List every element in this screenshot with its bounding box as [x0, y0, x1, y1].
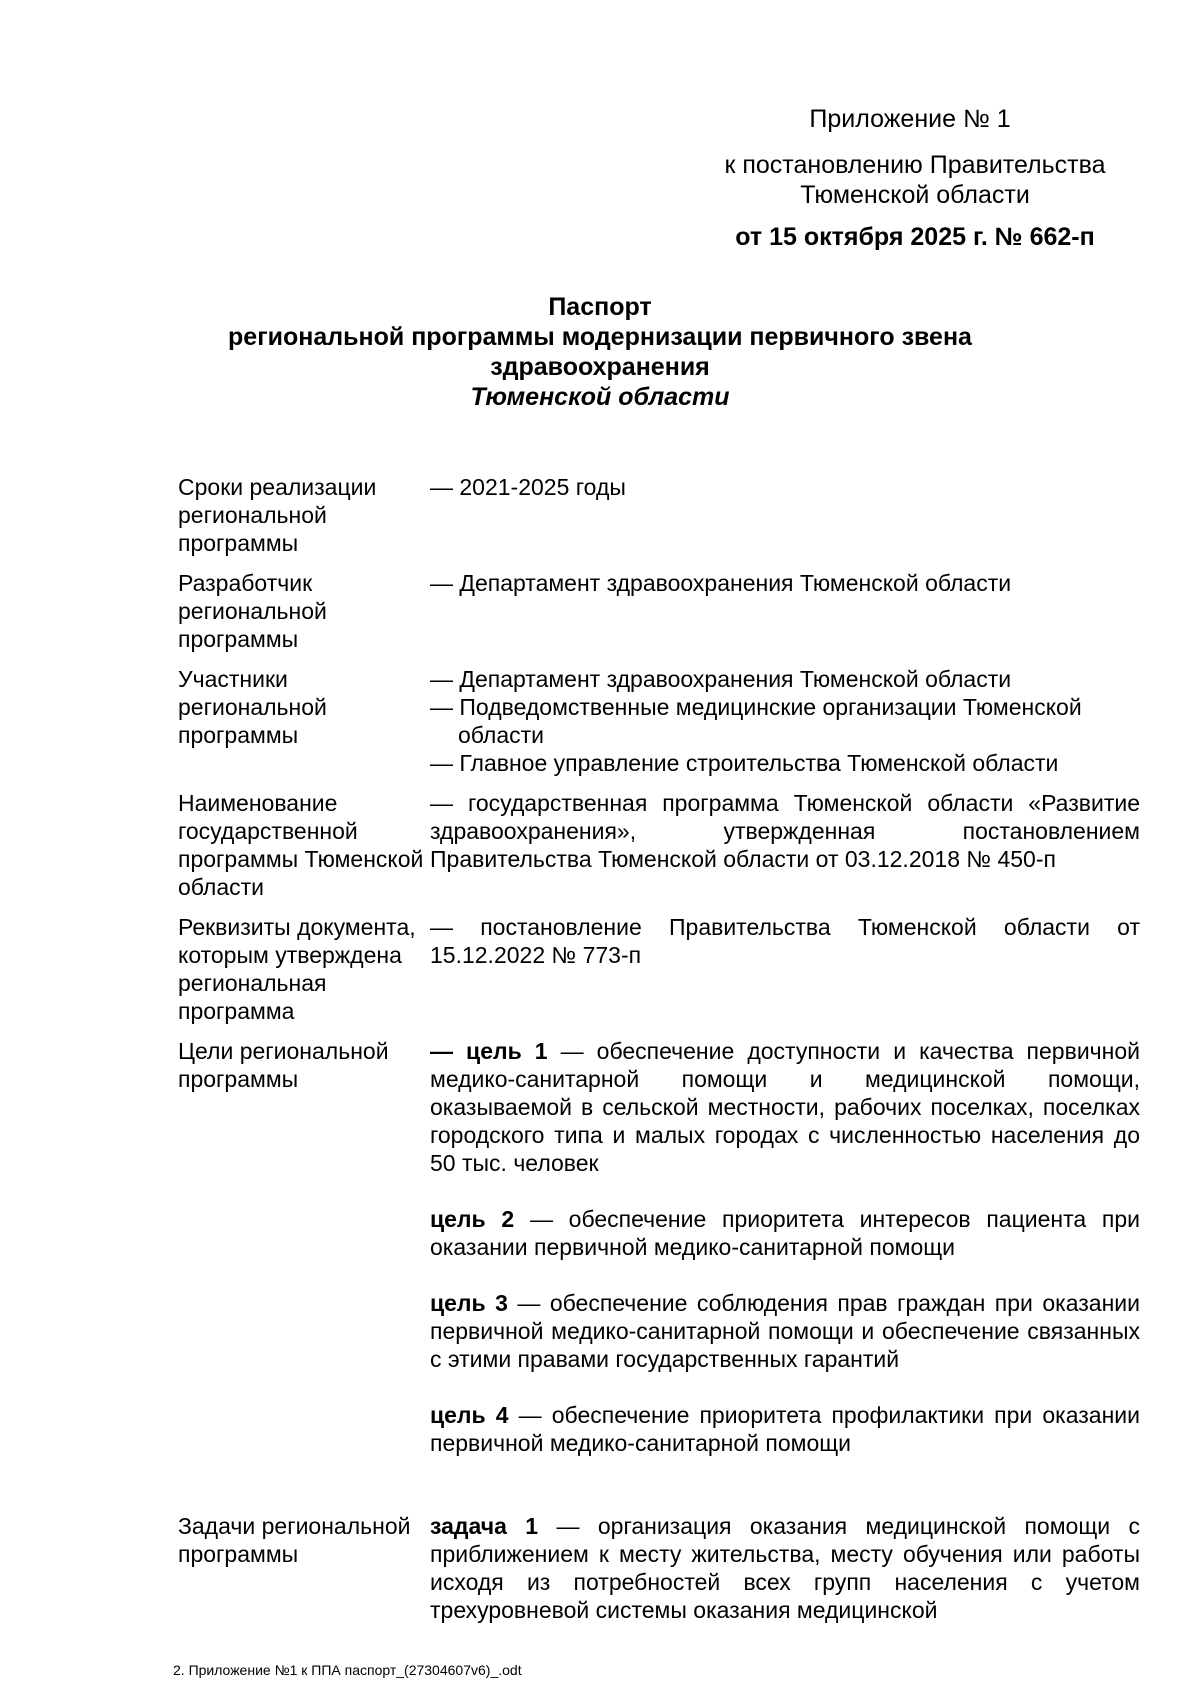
participant-item: — Главное управление строительства Тюменской области — [430, 750, 1059, 776]
goal-lead: цель 2 — [430, 1206, 515, 1232]
row-value — [430, 665, 1140, 789]
task-lead: задача 1 — [430, 1513, 539, 1539]
participant-item: — Подведомственные медицинские организации Тюменской — [430, 694, 1082, 720]
row-label: Сроки реализации региональной программы — [178, 474, 377, 556]
goal-lead: цель 3 — [430, 1290, 508, 1316]
goal-lead: — цель 1 — [430, 1038, 548, 1064]
goal-text: — обеспечение приоритета профилактики при оказании первичной медико-санитарной помощи — [430, 1402, 1140, 1456]
passport-row-goals — [178, 1037, 1138, 1512]
appendix-number: Приложение № 1 — [809, 105, 1011, 133]
passport-table — [178, 473, 1138, 1642]
participant-item: области — [458, 722, 545, 748]
row-label: Наименование государственной программы Тюменской области — [178, 790, 424, 900]
goal-text: — обеспечение доступности и качества первичной медико-санитарной помощи и медицинской помощи, оказываемой в сельской местности, рабочих поселках, поселках городского типа и малых городах с численностью населения до 50 тыс. человек — [430, 1038, 1140, 1176]
row-label: Разработчик региональной программы — [178, 570, 327, 652]
row-label: Участники региональной программы — [178, 666, 327, 748]
task-text: — организация оказания медицинской помощи с приближением к месту жительства, месту обучения или работы исходя из потребностей всех групп населения с учетом трехуровневой системы оказания медицинской — [430, 1513, 1140, 1623]
appendix-reference-line2: Тюменской области — [800, 181, 1030, 209]
passport-row-requisites — [178, 913, 1138, 1037]
row-value: — государственная программа Тюменской области «Развитие здравоохранения», утвержденная постановлением Правительства Тюменской области от 03.12.2018 № 450-п — [430, 790, 1140, 872]
row-label: Задачи региональной программы — [178, 1513, 411, 1567]
row-value — [430, 1037, 1140, 1512]
row-value: — 2021-2025 годы — [430, 474, 626, 500]
goal-item — [430, 1401, 1140, 1457]
passport-row-participants — [178, 665, 1138, 789]
passport-row-term — [178, 473, 1138, 569]
row-label: Цели региональной программы — [178, 1038, 389, 1092]
row-value: — постановление Правительства Тюменской области от 15.12.2022 № 773-п — [430, 914, 1140, 968]
goal-item — [430, 1205, 1140, 1261]
row-value: — Департамент здравоохранения Тюменской области — [430, 570, 1012, 596]
title-line3: здравоохранения — [490, 353, 710, 381]
task-item — [430, 1512, 1140, 1624]
document-title — [200, 292, 1000, 412]
appendix-reference — [690, 150, 1140, 210]
participant-item: — Департамент здравоохранения Тюменской области — [430, 666, 1012, 692]
passport-row-developer — [178, 569, 1138, 665]
row-value — [430, 1512, 1140, 1642]
goal-lead: цель 4 — [430, 1402, 509, 1428]
goal-text: — обеспечение соблюдения прав граждан при оказании первичной медико-санитарной помощи и обеспечение связанных с этими правами государственных гарантий — [430, 1290, 1140, 1372]
title-line1: Паспорт — [548, 293, 652, 321]
goal-text: — обеспечение приоритета интересов пациента при оказании первичной медико-санитарной помощи — [430, 1206, 1140, 1260]
appendix-reference-line1: к постановлению Правительства — [724, 151, 1106, 179]
file-name-footer: 2. Приложение №1 к ППА паспорт_(27304607v6)_.odt — [173, 1662, 522, 1678]
title-line2: региональной программы модернизации первичного звена — [228, 323, 972, 351]
passport-row-state-program — [178, 789, 1138, 913]
appendix-date: от 15 октября 2025 г. № 662-п — [735, 223, 1095, 251]
row-label: Реквизиты документа, которым утверждена региональная программа — [178, 914, 416, 1024]
title-line4: Тюменской области — [470, 383, 730, 411]
goal-item — [430, 1289, 1140, 1373]
passport-row-tasks — [178, 1512, 1138, 1642]
goal-item — [430, 1037, 1140, 1177]
